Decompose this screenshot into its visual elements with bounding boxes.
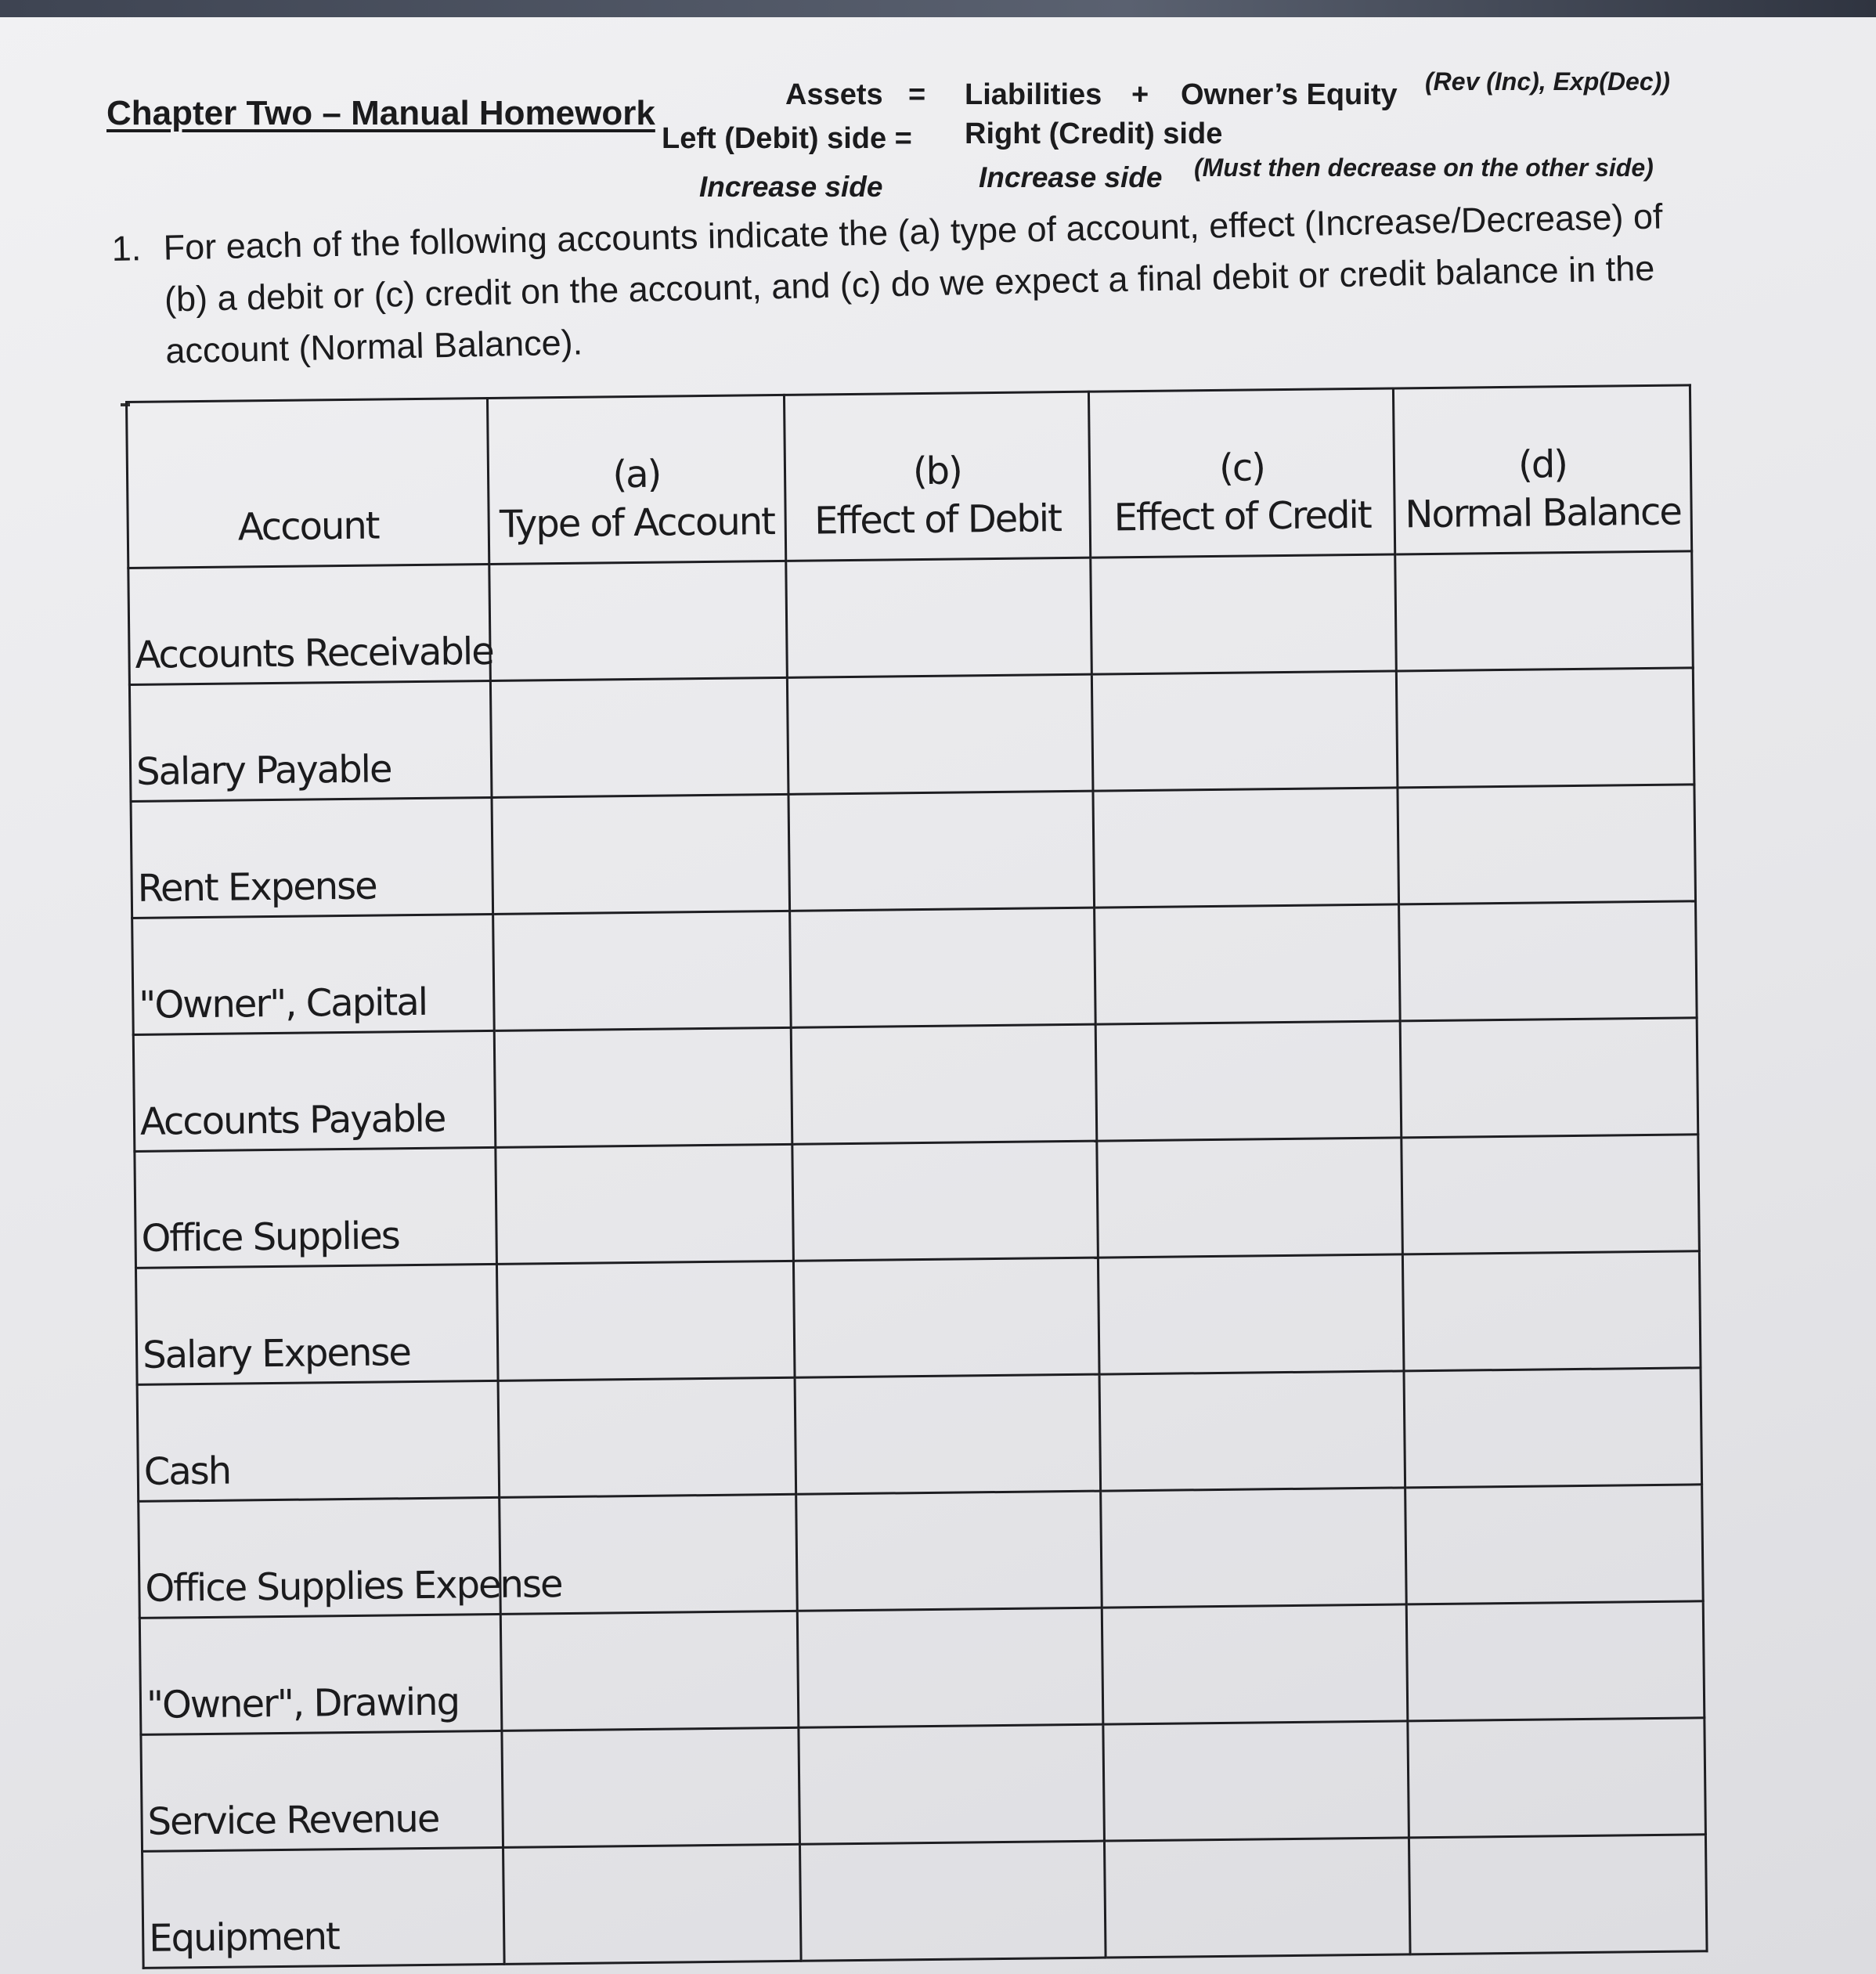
header-type-of-account-label: Type of Account (499, 500, 775, 547)
table-row (139, 1485, 1703, 1619)
normal-balance-cell[interactable] (1398, 785, 1696, 904)
effect-of-debit-cell[interactable] (799, 1724, 1105, 1844)
equation-assets: Assets (785, 78, 883, 111)
effect-of-debit-cell[interactable] (787, 674, 1093, 794)
normal-balance-cell[interactable] (1406, 1601, 1705, 1721)
table-row (129, 668, 1694, 802)
effect-of-credit-cell[interactable] (1101, 1488, 1407, 1608)
header-effect-of-credit-label: Effect of Credit (1113, 493, 1371, 540)
equation-rev-exp-note: (Rev (Inc), Exp(Dec)) (1425, 67, 1670, 96)
left-debit-side: Left (Debit) side = (662, 122, 912, 155)
account-name: Salary Expense (135, 1264, 497, 1384)
effect-of-debit-cell[interactable] (788, 791, 1095, 911)
type-of-account-cell[interactable] (492, 911, 790, 1030)
accounts-table (125, 384, 1708, 1969)
effect-of-debit-cell[interactable] (791, 1024, 1097, 1144)
header-letter-c: (c) (1218, 446, 1265, 490)
type-of-account-cell[interactable] (502, 1727, 799, 1847)
effect-of-credit-cell[interactable] (1094, 904, 1400, 1024)
type-of-account-cell[interactable] (494, 1027, 792, 1147)
equation-equals: = (908, 78, 926, 111)
normal-balance-cell[interactable] (1399, 901, 1697, 1021)
effect-of-debit-cell[interactable] (793, 1258, 1099, 1377)
account-name: Office Supplies Expense (139, 1497, 500, 1618)
type-of-account-cell[interactable] (490, 677, 788, 797)
table-row (131, 785, 1695, 918)
effect-of-credit-cell[interactable] (1091, 671, 1398, 791)
effect-of-debit-cell[interactable] (786, 558, 1092, 677)
table-row (135, 1135, 1699, 1268)
table-row (143, 1835, 1707, 1969)
effect-of-credit-cell[interactable] (1102, 1604, 1408, 1724)
question-text: For each of the following accounts indicate the (a) type of account, effect (Increase/Decrease) of (b) a debit or (c) credit on the account, and (c) do we expect a final debit or credit balance in the account (Normal Balance). (163, 196, 1663, 371)
table-row (137, 1368, 1701, 1502)
equation-liabilities: Liabilities (965, 78, 1102, 111)
header-account (127, 398, 489, 568)
normal-balance-cell[interactable] (1402, 1135, 1700, 1254)
table-row (141, 1718, 1705, 1852)
effect-of-debit-cell[interactable] (795, 1491, 1102, 1611)
increase-side-right: Increase side (979, 161, 1163, 193)
effect-of-credit-cell[interactable] (1097, 1138, 1403, 1258)
table-row (139, 1601, 1704, 1735)
account-name: "Owner", Drawing (139, 1614, 501, 1734)
header-effect-of-debit-label: Effect of Debit (814, 496, 1062, 543)
effect-of-debit-cell[interactable] (795, 1374, 1101, 1494)
header-effect-of-credit (1088, 388, 1394, 558)
header-normal-balance (1393, 385, 1691, 554)
header-letter-d: (d) (1517, 442, 1568, 487)
effect-of-debit-cell[interactable] (789, 908, 1095, 1027)
effect-of-credit-cell[interactable] (1091, 554, 1397, 674)
page-title: Chapter Two – Manual Homework (106, 94, 655, 132)
header-account-label: Account (237, 503, 379, 550)
type-of-account-cell[interactable] (496, 1144, 793, 1264)
type-of-account-cell[interactable] (498, 1377, 795, 1497)
account-name: "Owner", Capital (132, 914, 494, 1034)
table-row (135, 1251, 1700, 1385)
account-name: Accounts Payable (133, 1030, 495, 1151)
effect-of-debit-cell[interactable] (799, 1841, 1106, 1961)
type-of-account-cell[interactable] (503, 1844, 800, 1964)
right-credit-side: Right (Credit) side (965, 117, 1223, 150)
header-normal-balance-label: Normal Balance (1405, 489, 1682, 537)
increase-side-left: Increase side (699, 171, 883, 203)
normal-balance-cell[interactable] (1396, 668, 1694, 788)
type-of-account-cell[interactable] (496, 1261, 794, 1380)
effect-of-credit-cell[interactable] (1103, 1721, 1409, 1841)
question-number: 1. (111, 228, 142, 269)
header-type-of-account (487, 395, 785, 564)
account-name: Cash (137, 1380, 499, 1501)
normal-balance-cell[interactable] (1402, 1251, 1701, 1371)
effect-of-debit-cell[interactable] (797, 1608, 1103, 1727)
effect-of-credit-cell[interactable] (1098, 1254, 1404, 1374)
table-row (128, 551, 1693, 685)
account-name: Office Supplies (135, 1147, 496, 1268)
normal-balance-cell[interactable] (1408, 1718, 1706, 1838)
effect-of-debit-cell[interactable] (792, 1141, 1099, 1261)
table-row (133, 1018, 1697, 1152)
equation-plus: + (1131, 78, 1149, 111)
normal-balance-cell[interactable] (1395, 551, 1694, 671)
effect-of-credit-cell[interactable] (1093, 788, 1399, 908)
effect-of-credit-cell[interactable] (1095, 1021, 1402, 1141)
decrease-note: (Must then decrease on the other side) (1194, 153, 1654, 182)
equation-owners-equity: Owner’s Equity (1181, 78, 1398, 111)
normal-balance-cell[interactable] (1404, 1368, 1702, 1488)
account-name: Equipment (143, 1847, 504, 1968)
table-row (132, 901, 1697, 1035)
table-header-row (127, 385, 1692, 568)
type-of-account-cell[interactable] (500, 1611, 798, 1730)
header-letter-a: (a) (612, 452, 661, 497)
effect-of-credit-cell[interactable] (1104, 1838, 1410, 1958)
type-of-account-cell[interactable] (489, 561, 787, 680)
account-name: Rent Expense (131, 797, 492, 918)
type-of-account-cell[interactable] (492, 794, 789, 914)
account-name: Service Revenue (141, 1730, 503, 1851)
normal-balance-cell[interactable] (1409, 1835, 1708, 1954)
effect-of-credit-cell[interactable] (1099, 1371, 1405, 1491)
account-name: Salary Payable (129, 680, 491, 801)
account-name: Accounts Receivable (128, 564, 490, 684)
header-effect-of-debit (784, 392, 1090, 561)
header-letter-b: (b) (912, 449, 962, 494)
normal-balance-cell[interactable] (1405, 1485, 1704, 1604)
normal-balance-cell[interactable] (1400, 1018, 1698, 1138)
